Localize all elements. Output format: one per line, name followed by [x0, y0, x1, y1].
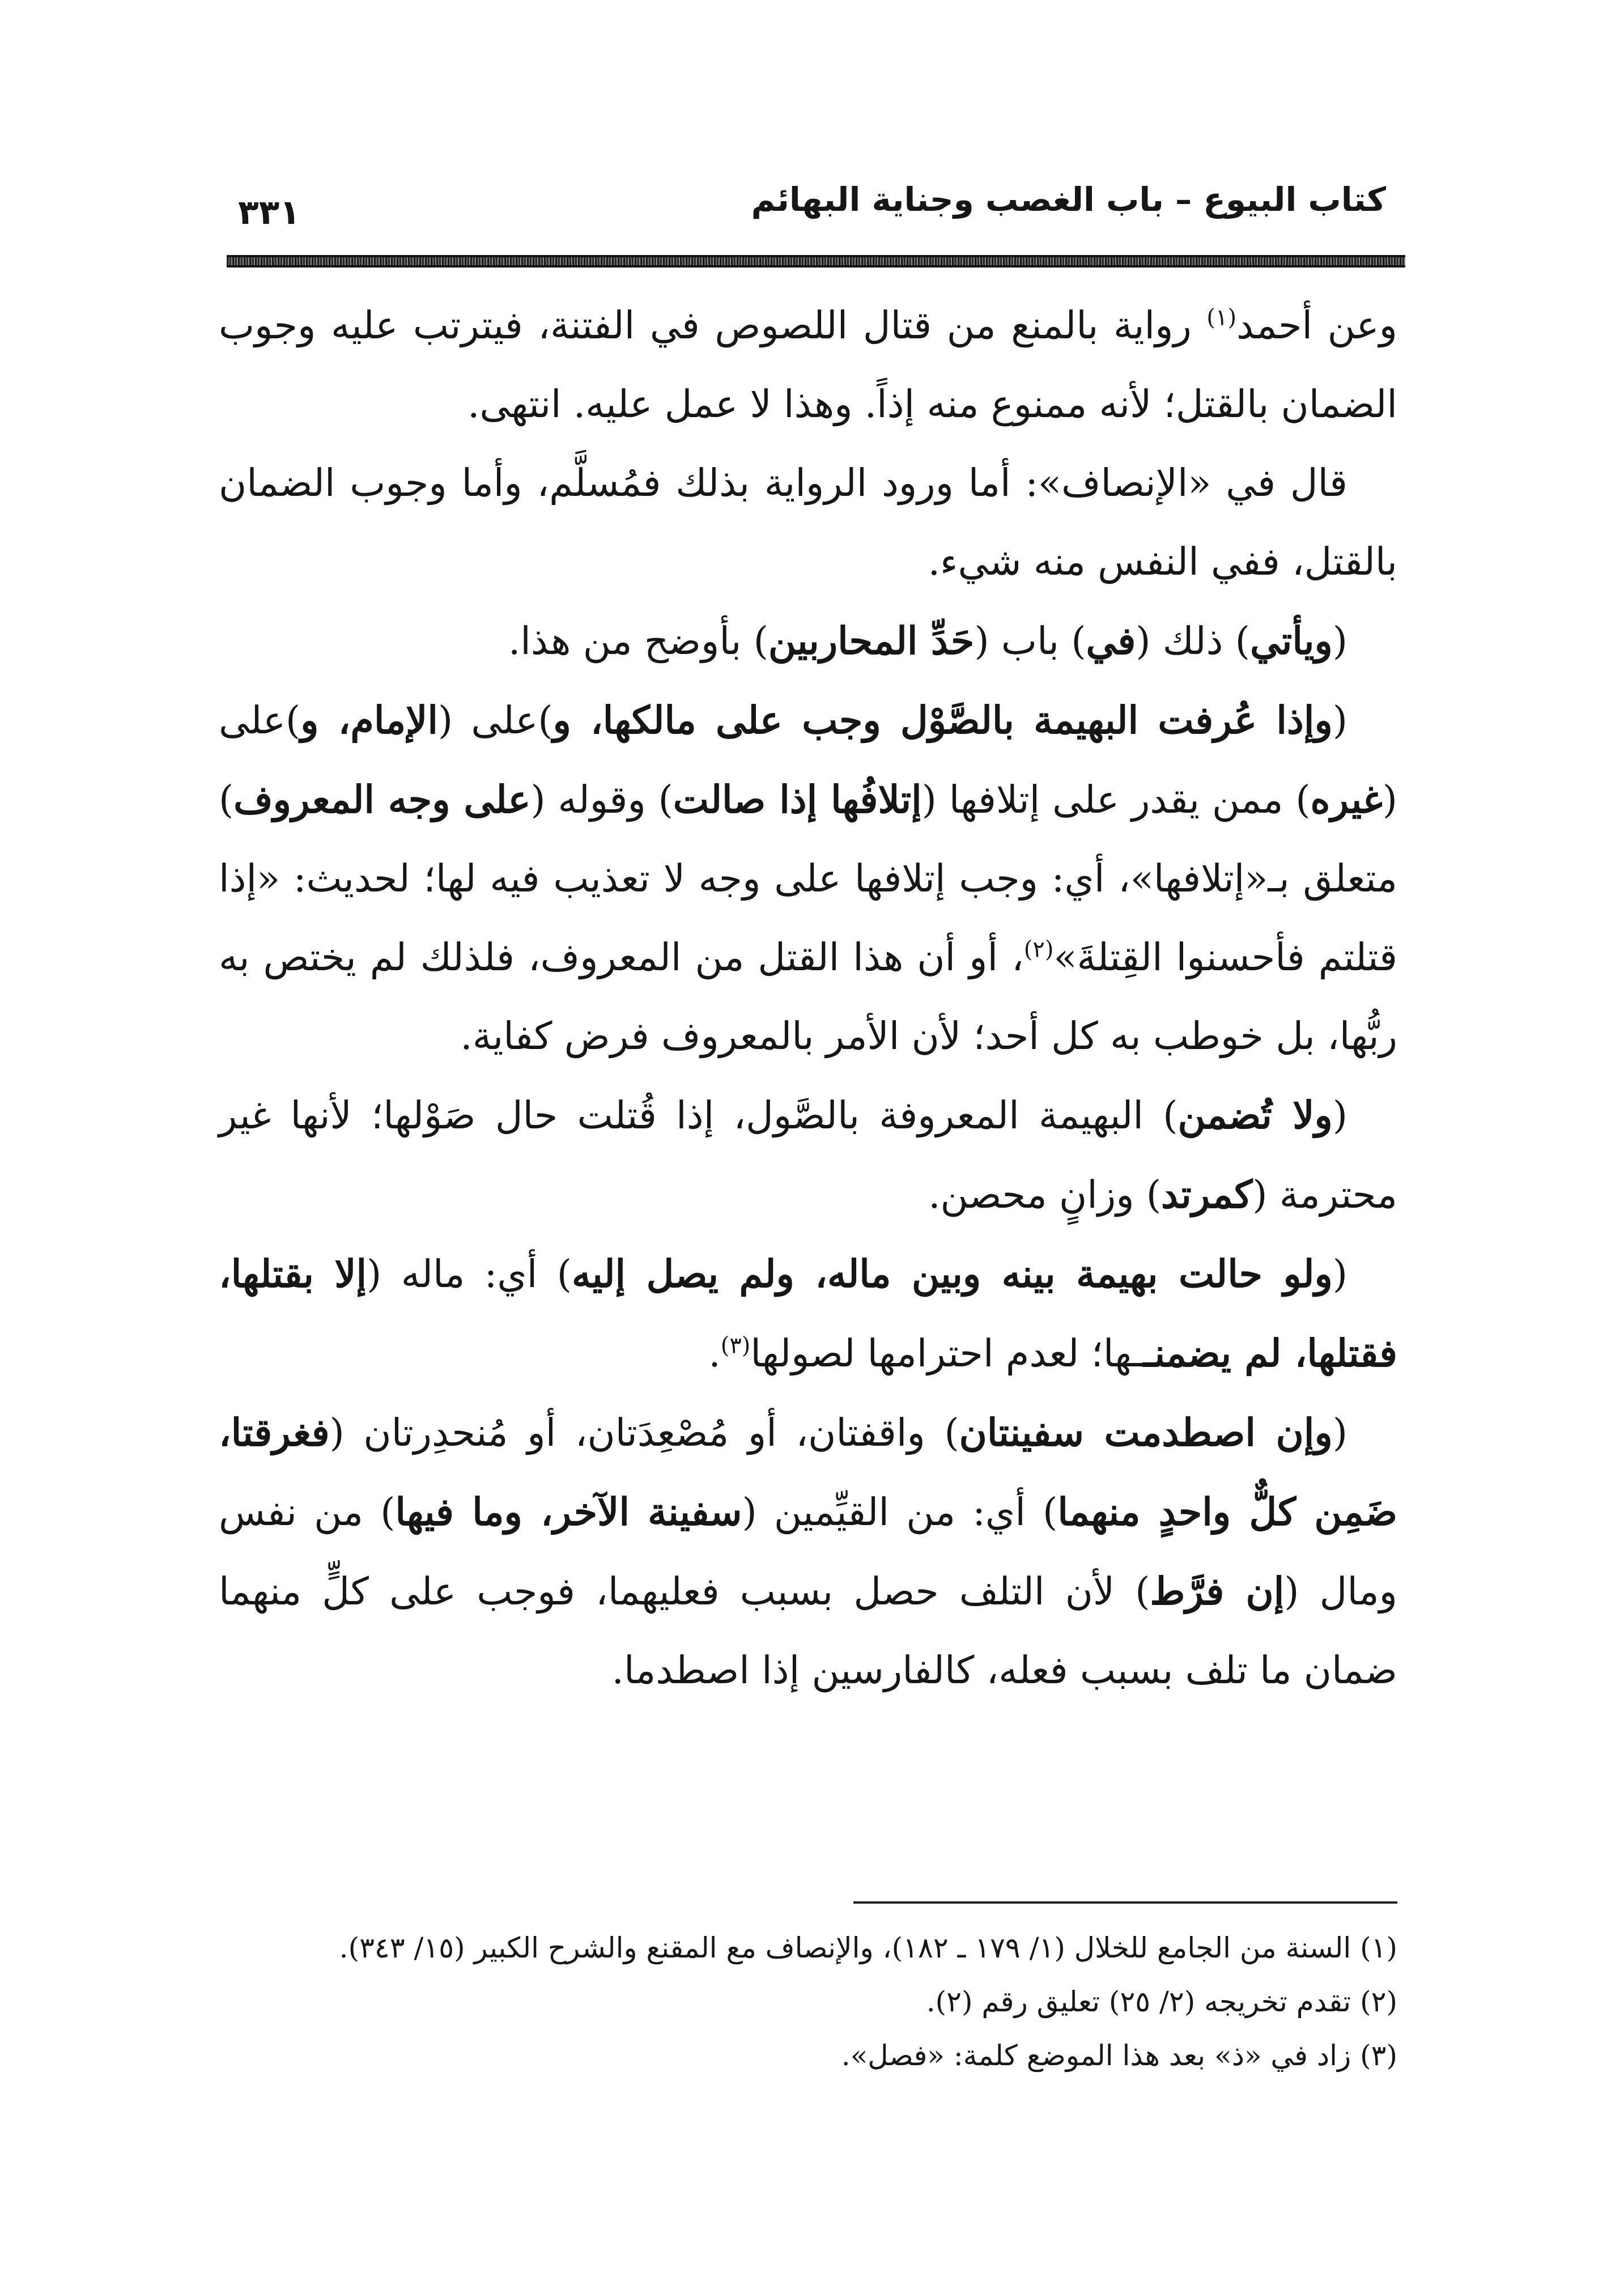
- text-run: ) ذلك (: [1136, 619, 1250, 663]
- footnote-1: (١) السنة من الجامع للخلال (١/ ١٧٩ ـ ١٨٢)، والإنصاف مع المقنع والشرح الكبير (١٥/ ٣٤٣).: [339, 1931, 1397, 1964]
- footnote-separator: [853, 1901, 1397, 1904]
- matn-text: إلا بقتلها، فقتلها، لم يضمنـ: [219, 1251, 1397, 1375]
- text-run: )على (: [219, 698, 1397, 822]
- text-run: ) باب (: [974, 619, 1086, 663]
- text-run: وعن أحمد: [1236, 303, 1397, 347]
- text-run: ) واقفتان، أو مُصْعِدَتان، أو مُنحدِرتان (: [329, 1411, 959, 1455]
- matn-text: ويأتي: [1249, 618, 1333, 663]
- footnotes: [219, 1921, 1397, 2083]
- text-run: .: [708, 1331, 721, 1375]
- matn-text: ولو حالت بهيمة بينه وبين ماله، ولم يصل إليه: [571, 1251, 1333, 1296]
- footnote-ref-3[interactable]: (٣): [720, 1332, 751, 1359]
- matn-text: الإمام، و: [300, 698, 438, 742]
- text-run: ) أي: من القيِّمين (: [742, 1490, 1058, 1534]
- footnote-3: (٣) زاد في «ذ» بعد هذا الموضع كلمة: «فصل».: [841, 2039, 1397, 2072]
- matn-text: في: [1086, 618, 1136, 663]
- paragraph-1: [219, 286, 1397, 444]
- running-title: كتاب البيوع – باب الغصب وجناية البهائم: [751, 180, 1386, 219]
- text-run: ) من نفس ومال (: [219, 1490, 1398, 1613]
- paragraph-6: [219, 1234, 1397, 1393]
- text-run: ، أو أن هذا القتل من المعروف، فلذلك لم يختص به ربُّها، بل خوطب به كل أحد؛ لأن الأمر بالمعروف فرض كفاية.: [219, 935, 1397, 1058]
- text-run: ـها؛ لعدم احترامها لصولها: [750, 1331, 1143, 1375]
- text-run: (: [1332, 1252, 1348, 1296]
- text-run: )على (: [438, 698, 553, 742]
- matn-text: إتلافُها إذا صالت: [673, 777, 922, 822]
- paragraph-3: [219, 601, 1397, 681]
- text-run: ) البهيمة المعروفة بالصَّول، إذا قُتلت حال صَوْلها؛ لأنها غير محترمة (: [219, 1093, 1397, 1217]
- text-run: ) أي: ماله (: [367, 1252, 572, 1296]
- text-run: (: [1332, 619, 1347, 663]
- text-run: (: [1332, 1093, 1347, 1137]
- matn-text: وإذا عُرفت البهيمة بالصَّوْل وجب على مالكها، و: [552, 698, 1333, 742]
- text-run: رواية بالمنع من قتال اللصوص في الفتنة، فيترتب عليه وجوب الضمان بالقتل؛ لأنه ممنوع منه إذاً. وهذا لا عمل عليه. انتهى.: [219, 303, 1397, 426]
- main-text: [219, 286, 1397, 1710]
- footnote-ref-1[interactable]: (١): [1206, 304, 1237, 331]
- matn-text: حَدِّ المحاربين: [768, 618, 975, 663]
- text-run: ) ممن يقدر على إتلافها (: [921, 778, 1311, 822]
- matn-text: على وجه المعروف: [233, 777, 531, 822]
- footnote-2: (٢) تقدم تخريجه (٢/ ٢٥) تعليق رقم (٢).: [926, 1985, 1397, 2018]
- paragraph-7: [219, 1393, 1397, 1710]
- paragraph-4: [219, 681, 1397, 1076]
- matn-text: سفينة الآخر، وما فيها: [395, 1489, 742, 1534]
- paragraph-5: [219, 1076, 1397, 1234]
- matn-text: غيره: [1310, 777, 1383, 822]
- matn-text: إن فرَّط: [1150, 1569, 1285, 1613]
- header-rule: [227, 255, 1405, 267]
- text-run: ) وزانٍ محصن.: [928, 1173, 1161, 1217]
- paragraph-2: قال في «الإنصاف»: أما ورود الرواية بذلك فمُسلَّم، وأما وجوب الضمان بالقتل، ففي النفس منه شيء.: [219, 461, 1397, 584]
- matn-text: وإن اصطدمت سفينتان: [959, 1410, 1333, 1455]
- text-run: (: [1332, 1411, 1347, 1455]
- text-run: (: [1332, 698, 1347, 742]
- matn-text: ولا تُضمن: [1177, 1093, 1333, 1137]
- page-number: ٣٣١: [238, 193, 300, 232]
- text-run: ) بأوضح من هذا.: [508, 619, 768, 663]
- text-run: ) وقوله (: [530, 778, 673, 822]
- matn-text: فغرقتا، ضَمِن كلٌّ واحدٍ منهما: [219, 1410, 1398, 1534]
- text-run: ) لأن التلف حصل بسبب فعليهما، فوجب على كلٍّ منهما ضمان ما تلف بسبب فعله، كالفارسين إذا اصطدما.: [219, 1569, 1397, 1692]
- footnote-ref-2[interactable]: (٢): [1023, 936, 1054, 963]
- text-run: ) متعلق بـ«إتلافها»، أي: وجب إتلافها على وجه لا تعذيب فيه لها؛ لحديث: «إذا قتلتم فأحسنوا القِتلةَ»: [219, 778, 1397, 979]
- matn-text: كمرتد: [1161, 1172, 1253, 1217]
